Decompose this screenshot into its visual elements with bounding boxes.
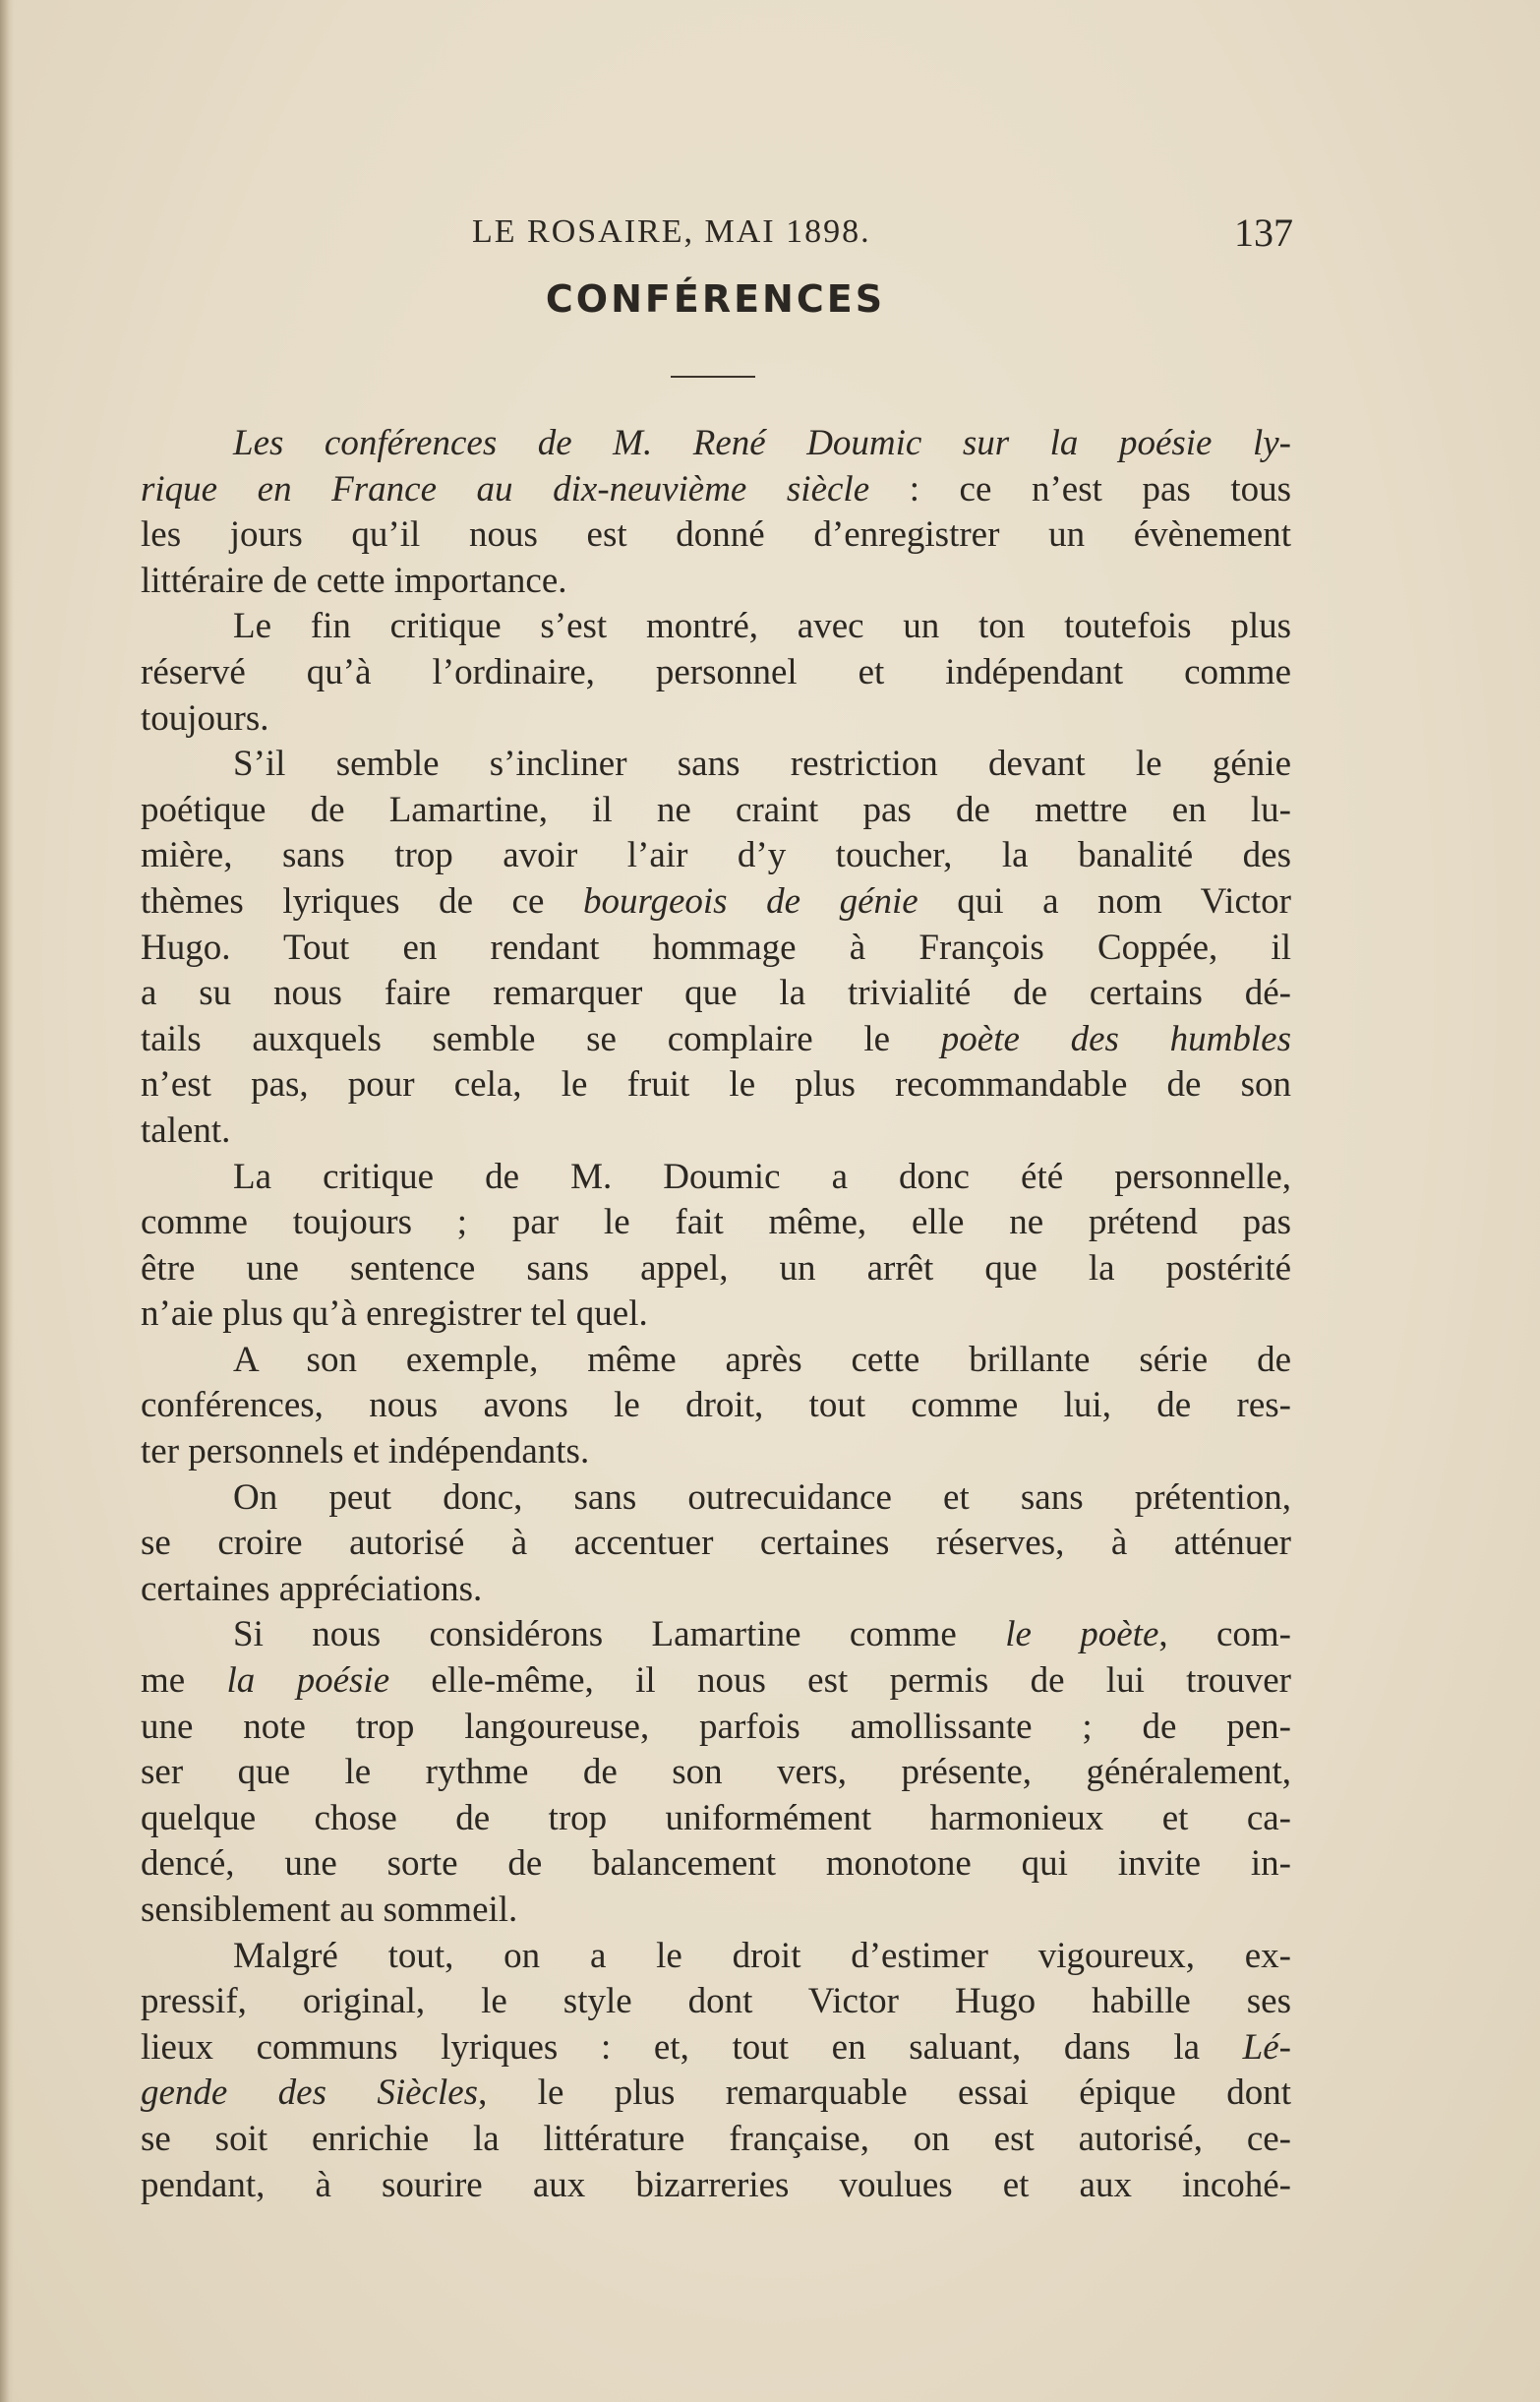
text-run: n’est pas, pour cela, le fruit le plus recommandable de son: [141, 1064, 1291, 1106]
page-number: 137: [1234, 210, 1293, 255]
text-line: [141, 1705, 1291, 1751]
italic-text: rique en France au dix-neuvième siècle: [141, 468, 870, 510]
italic-text: Lé-: [1242, 2026, 1291, 2068]
text-run: littéraire de cette importance.: [141, 560, 567, 601]
text-line: [141, 2117, 1291, 2163]
text-run: se croire autorisé à accentuer certaines réserves, à atténuer: [141, 1523, 1291, 1564]
text-run: pressif, original, le style dont Victor Hugo habille ses: [141, 1981, 1291, 2022]
text-line: [141, 1888, 1291, 1934]
text-line: [141, 1017, 1291, 1063]
text-line: [141, 421, 1291, 467]
section-title: CONFÉRENCES: [545, 277, 886, 321]
text-line: [141, 512, 1291, 559]
text-line: [141, 2163, 1291, 2209]
text-run: conférences, nous avons le droit, tout comme lui, de res-: [141, 1385, 1291, 1426]
text-run: comme toujours ; par le fait même, elle ne prétend pas: [141, 1202, 1291, 1243]
text-line: [141, 926, 1291, 972]
text-line: [141, 1658, 1291, 1705]
text-run: elle-même, il nous est permis de lui trouver: [389, 1660, 1292, 1702]
running-title: LE ROSAIRE, MAI 1898.: [472, 213, 871, 250]
text-run: talent.: [141, 1110, 231, 1151]
text-run: qui a nom Victor: [918, 880, 1291, 922]
text-run: a su nous faire remarquer que la trivialité de certains dé-: [141, 973, 1291, 1014]
text-line: [141, 2071, 1291, 2117]
text-line: [141, 1109, 1291, 1155]
text-line: [141, 604, 1291, 650]
text-run: La critique de M. Doumic a donc été personnelle,: [233, 1156, 1291, 1197]
text-run: me: [141, 1660, 227, 1702]
text-run: Si nous considérons Lamartine comme: [233, 1614, 1006, 1655]
text-line: [141, 788, 1291, 834]
text-run: quelque chose de trop uniformément harmonieux et ca-: [141, 1797, 1291, 1838]
text-run: Hugo. Tout en rendant hommage à François Coppée, il: [141, 927, 1291, 968]
text-line: [141, 1338, 1291, 1384]
italic-text: poète des humbles: [940, 1018, 1291, 1059]
text-run: S’il semble s’incliner sans restriction devant le génie: [233, 744, 1291, 785]
text-line: [141, 696, 1291, 743]
text-run: toujours.: [141, 697, 269, 739]
page-spine-shadow: [0, 0, 14, 2402]
text-run: une note trop langoureuse, parfois amollissante ; de pen-: [141, 1706, 1291, 1747]
text-line: [141, 1567, 1291, 1613]
text-run: On peut donc, sans outrecuidance et sans prétention,: [233, 1476, 1291, 1518]
italic-text: le poète: [1005, 1614, 1159, 1655]
text-run: , le plus remarquable essai épique dont: [478, 2072, 1291, 2114]
text-run: se soit enrichie la littérature française, on est autorisé, ce-: [141, 2118, 1291, 2159]
text-run: Le fin critique s’est montré, avec un ton toutefois plus: [233, 606, 1291, 647]
text-run: : ce n’est pas tous: [869, 468, 1292, 510]
text-run: certaines appréciations.: [141, 1568, 483, 1609]
text-run: pendant, à sourire aux bizarreries voulues et aux incohé-: [141, 2164, 1291, 2205]
text-line: [141, 467, 1291, 513]
text-run: lieux communs lyriques : et, tout en saluant, dans la: [141, 2026, 1243, 2068]
italic-text: gende des Siècles: [141, 2072, 479, 2114]
text-line: [141, 2025, 1291, 2072]
title-rule: [671, 376, 755, 378]
text-line: [141, 833, 1291, 879]
text-line: [141, 1429, 1291, 1475]
text-line: [141, 1291, 1291, 1338]
text-run: thèmes lyriques de ce: [141, 880, 583, 922]
text-line: [141, 742, 1291, 788]
text-line: [141, 1200, 1291, 1246]
text-run: être une sentence sans appel, un arrêt que la postérité: [141, 1247, 1291, 1289]
italic-text: Les conférences de M. René Doumic sur la poésie ly-: [233, 423, 1291, 463]
text-line: [141, 971, 1291, 1017]
text-run: ser que le rythme de son vers, présente, généralement,: [141, 1752, 1291, 1793]
text-line: [141, 1750, 1291, 1796]
text-run: réservé qu’à l’ordinaire, personnel et indépendant comme: [141, 651, 1291, 692]
text-line: [141, 1155, 1291, 1201]
text-line: [141, 1612, 1291, 1658]
text-line: [141, 1475, 1291, 1522]
text-run: n’aie plus qu’à enregistrer tel quel.: [141, 1293, 648, 1335]
text-line: [141, 1796, 1291, 1842]
text-run: Malgré tout, on a le droit d’estimer vigoureux, ex-: [233, 1935, 1291, 1976]
text-line: [141, 879, 1291, 926]
page-header: [138, 202, 1293, 261]
text-run: les jours qu’il nous est donné d’enregistrer un évènement: [141, 514, 1291, 556]
text-run: , com-: [1158, 1614, 1291, 1655]
italic-text: bourgeois de génie: [582, 880, 918, 922]
text-run: ter personnels et indépendants.: [141, 1431, 590, 1472]
body-text: [141, 421, 1291, 2208]
text-line: [141, 1521, 1291, 1567]
text-line: [141, 1979, 1291, 2025]
text-run: A son exemple, même après cette brillante série de: [233, 1339, 1291, 1380]
text-line: [141, 559, 1291, 605]
text-run: tails auxquels semble se complaire le: [141, 1018, 941, 1059]
text-run: dencé, une sorte de balancement monotone qui invite in-: [141, 1843, 1291, 1885]
text-line: [141, 1246, 1291, 1292]
text-line: [141, 1062, 1291, 1109]
text-run: poétique de Lamartine, il ne craint pas de mettre en lu-: [141, 789, 1291, 830]
text-line: [141, 650, 1291, 696]
text-line: [141, 1934, 1291, 1980]
text-line: [141, 1383, 1291, 1429]
italic-text: la poésie: [226, 1660, 390, 1702]
text-run: mière, sans trop avoir l’air d’y toucher, la banalité des: [141, 835, 1291, 876]
text-run: sensiblement au sommeil.: [141, 1890, 518, 1930]
text-line: [141, 1841, 1291, 1888]
